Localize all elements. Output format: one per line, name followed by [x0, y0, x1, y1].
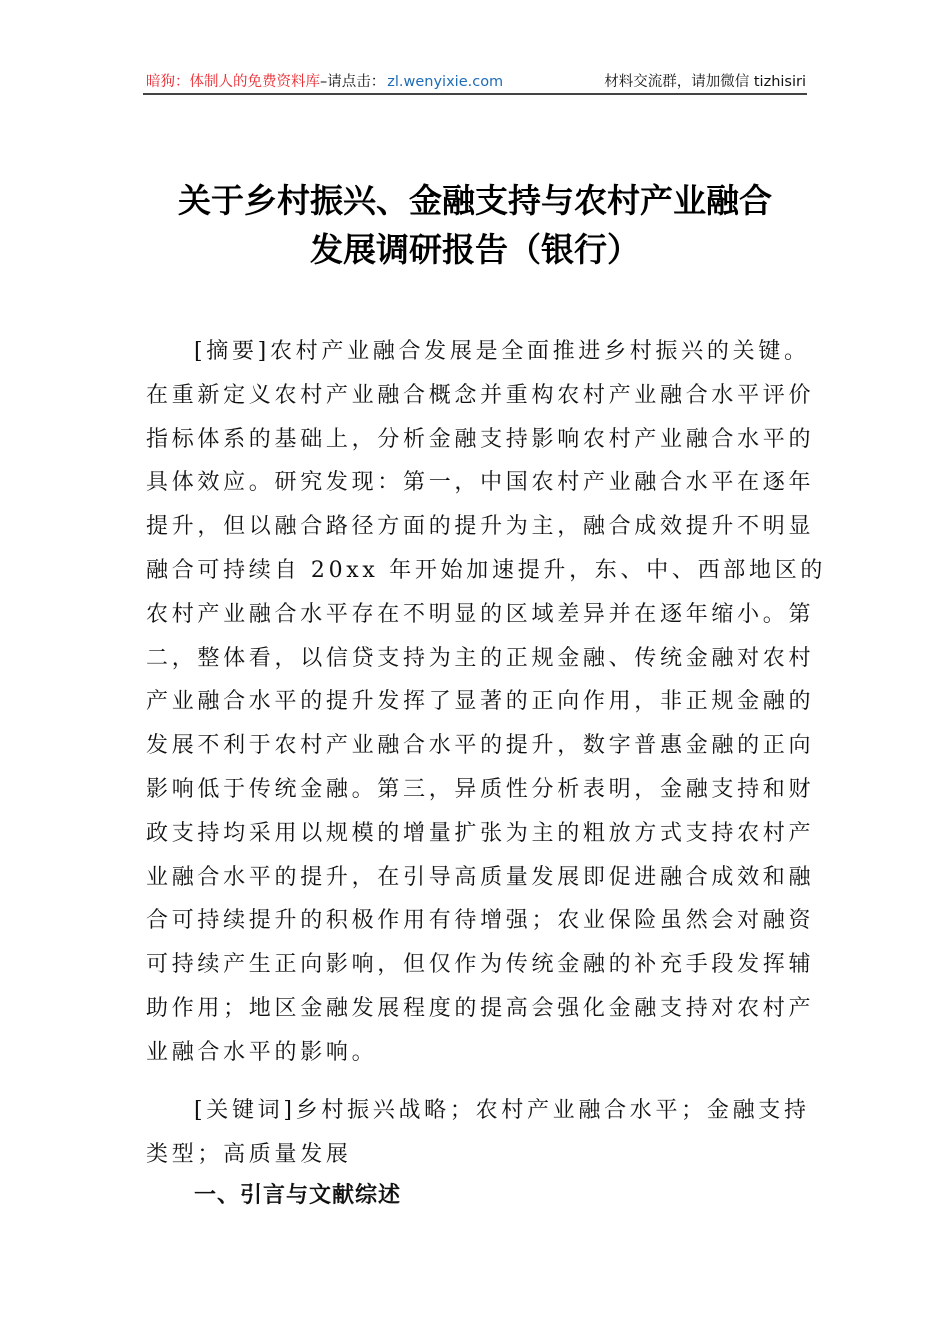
abstract-line: 农村产业融合水平存在不明显的区域差异并在逐年缩小。第 — [146, 601, 815, 627]
title-line-2: 发展调研报告（银行） — [310, 230, 640, 269]
abstract-line: 具体效应。研究发现：第一，中国农村产业融合水平在逐年 — [146, 470, 815, 496]
abstract-line: 业融合水平的提升，在引导高质量发展即促进融合成效和融 — [146, 864, 815, 890]
abstract-line: 发展不利于农村产业融合水平的提升，数字普惠金融的正向 — [146, 733, 815, 759]
abstract-line: 业融合水平的影响。 — [146, 1039, 378, 1065]
title-line-1: 关于乡村振兴、金融支持与农村产业融合 — [178, 181, 772, 220]
abstract-line: 助作用；地区金融发展程度的提高会强化金融支持对农村产 — [146, 995, 815, 1021]
keywords-line: [关键词]乡村振兴战略；农村产业融合水平；金融支持 — [194, 1098, 810, 1123]
abstract-line: 融合可持续自 20xx 年开始加速提升，东、中、西部地区的 — [146, 557, 827, 583]
abstract-line: 政支持均采用以规模的增量扩张为主的粗放方式支持农村产 — [146, 820, 815, 846]
abstract-line: 二，整体看，以信贷支持为主的正规金融、传统金融对农村 — [146, 645, 815, 671]
section-heading: 一、引言与文献综述 — [194, 1183, 402, 1208]
document-title — [140, 176, 810, 274]
abstract-paragraph — [146, 330, 827, 1075]
keywords-line: 类型；高质量发展 — [146, 1141, 352, 1167]
page-header — [146, 70, 806, 94]
header-divider — [143, 93, 807, 95]
click-prompt: –请点击： — [320, 74, 386, 90]
abstract-line: 合可持续提升的积极作用有待增强；农业保险虽然会对融资 — [146, 908, 815, 934]
header-left — [146, 70, 503, 94]
site-link[interactable]: zl.wenyixie.com — [387, 74, 504, 90]
abstract-line: 在重新定义农村产业融合概念并重构农村产业融合水平评价 — [146, 382, 815, 408]
contact-info: 材料交流群，请加微信 tizhisiri — [604, 74, 806, 90]
abstract-line: 指标体系的基础上，分析金融支持影响农村产业融合水平的 — [146, 426, 815, 452]
site-label: 暗狗：体制人的免费资料库 — [146, 74, 320, 90]
abstract-line: [摘要]农村产业融合发展是全面推进乡村振兴的关键。 — [194, 339, 810, 364]
keywords-paragraph — [146, 1089, 808, 1177]
abstract-line: 产业融合水平的提升发挥了显著的正向作用，非正规金融的 — [146, 689, 815, 715]
abstract-line: 影响低于传统金融。第三，异质性分析表明，金融支持和财 — [146, 776, 815, 802]
abstract-line: 可持续产生正向影响，但仅作为传统金融的补充手段发挥辅 — [146, 952, 815, 978]
abstract-line: 提升，但以融合路径方面的提升为主，融合成效提升不明显 — [146, 514, 815, 540]
